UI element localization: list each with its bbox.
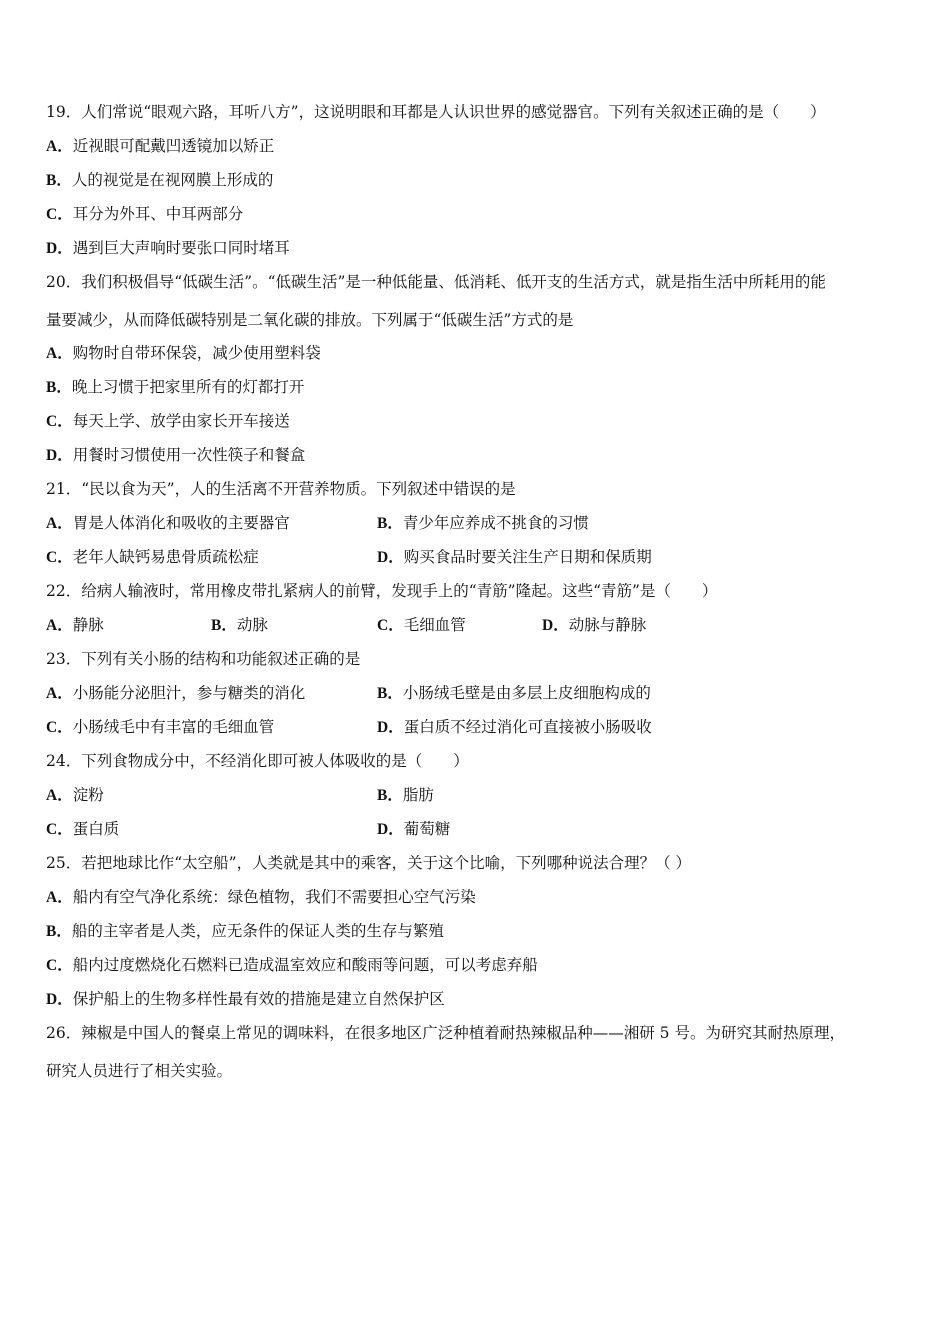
question-19-option-d: D．遇到巨大声响时要张口同时堵耳 <box>46 239 290 257</box>
option-letter: A． <box>46 345 73 362</box>
option-letter: B． <box>46 923 72 940</box>
question-21-option-c: C．老年人缺钙易患骨质疏松症 <box>46 548 259 566</box>
option-letter: A． <box>46 889 73 906</box>
question-20-option-b: B．晚上习惯于把家里所有的灯都打开 <box>46 378 305 396</box>
question-20-option-c: C．每天上学、放学由家长开车接送 <box>46 412 290 430</box>
option-letter: C． <box>46 821 73 838</box>
option-letter: C． <box>46 549 73 566</box>
question-24-option-c: C．蛋白质 <box>46 820 120 838</box>
question-22-stem: 22．给病人输液时，常用橡皮带扎紧病人的前臂，发现手上的“青筋”隆起。这些“青筋”是（ ） <box>46 582 718 600</box>
option-letter: D． <box>46 240 73 257</box>
question-22-option-b: B．动脉 <box>211 616 268 634</box>
option-letter: C． <box>46 957 73 974</box>
question-24-option-a: A．淀粉 <box>46 786 104 804</box>
question-22-option-d: D．动脉与静脉 <box>542 616 647 634</box>
question-23-stem: 23．下列有关小肠的结构和功能叙述正确的是 <box>46 650 361 668</box>
question-24-option-d: D．葡萄糖 <box>377 820 451 838</box>
option-letter: A． <box>46 685 73 702</box>
question-19-option-c: C．耳分为外耳、中耳两部分 <box>46 205 244 223</box>
option-letter: D． <box>377 719 404 736</box>
option-letter: A． <box>46 138 73 155</box>
question-25-option-c: C．船内过度燃烧化石燃料已造成温室效应和酸雨等问题，可以考虑弃船 <box>46 956 538 974</box>
option-letter: D． <box>46 991 73 1008</box>
option-letter: C． <box>46 206 73 223</box>
question-23-option-d: D．蛋白质不经过消化可直接被小肠吸收 <box>377 718 652 736</box>
option-letter: A． <box>46 787 73 804</box>
option-letter: B． <box>46 172 72 189</box>
question-24-stem: 24．下列食物成分中，不经消化即可被人体吸收的是（ ） <box>46 752 469 770</box>
option-letter: D． <box>377 549 404 566</box>
option-letter: C． <box>377 617 404 634</box>
option-letter: B． <box>46 379 72 396</box>
option-letter: C． <box>46 413 73 430</box>
question-19-option-a: A．近视眼可配戴凹透镜加以矫正 <box>46 137 275 155</box>
option-letter: A． <box>46 515 73 532</box>
question-20-option-a: A．购物时自带环保袋，减少使用塑料袋 <box>46 344 321 362</box>
option-letter: A． <box>46 617 73 634</box>
question-25-option-a: A．船内有空气净化系统：绿色植物，我们不需要担心空气污染 <box>46 888 476 906</box>
question-25-stem: 25．若把地球比作“太空船”，人类就是其中的乘客，关于这个比喻，下列哪种说法合理？（ ） <box>46 854 692 872</box>
question-23-option-b: B．小肠绒毛壁是由多层上皮细胞构成的 <box>377 684 651 702</box>
question-20-stem-line1: 20．我们积极倡导“低碳生活”。“低碳生活”是一种低能量、低消耗、低开支的生活方式，就是指生活中所耗用的能 <box>46 273 826 291</box>
question-22-option-c: C．毛细血管 <box>377 616 466 634</box>
question-22-option-a: A．静脉 <box>46 616 104 634</box>
question-20-option-d: D．用餐时习惯使用一次性筷子和餐盒 <box>46 446 306 464</box>
question-26-stem-line1: 26．辣椒是中国人的餐桌上常见的调味料，在很多地区广泛种植着耐热辣椒品种——湘研 5 号。为研究其耐热原理， <box>46 1024 845 1042</box>
question-26-stem-line2: 研究人员进行了相关实验。 <box>46 1062 233 1080</box>
option-letter: B． <box>377 787 403 804</box>
question-21-option-d: D．购买食品时要关注生产日期和保质期 <box>377 548 652 566</box>
question-21-option-b: B．青少年应养成不挑食的习惯 <box>377 514 589 532</box>
option-letter: C． <box>46 719 73 736</box>
question-23-option-a: A．小肠能分泌胆汁，参与糖类的消化 <box>46 684 306 702</box>
question-21-stem: 21．“民以食为天”，人的生活离不开营养物质。下列叙述中错误的是 <box>46 480 516 498</box>
question-20-stem-line2: 量要减少，从而降低碳特别是二氧化碳的排放。下列属于“低碳生活”方式的是 <box>46 311 574 329</box>
option-letter: D． <box>542 617 569 634</box>
option-letter: B． <box>211 617 237 634</box>
option-letter: B． <box>377 685 403 702</box>
question-19-option-b: B．人的视觉是在视网膜上形成的 <box>46 171 274 189</box>
question-21-option-a: A．胃是人体消化和吸收的主要器官 <box>46 514 290 532</box>
question-24-option-b: B．脂肪 <box>377 786 434 804</box>
question-23-option-c: C．小肠绒毛中有丰富的毛细血管 <box>46 718 275 736</box>
question-25-option-d: D．保护船上的生物多样性最有效的措施是建立自然保护区 <box>46 990 445 1008</box>
question-19-stem: 19．人们常说“眼观六路，耳听八方”，这说明眼和耳都是人认识世界的感觉器官。下列有关叙述正确的是（ ） <box>46 103 826 121</box>
option-letter: B． <box>377 515 403 532</box>
option-letter: D． <box>377 821 404 838</box>
question-25-option-b: B．船的主宰者是人类，应无条件的保证人类的生存与繁殖 <box>46 922 444 940</box>
option-letter: D． <box>46 447 73 464</box>
